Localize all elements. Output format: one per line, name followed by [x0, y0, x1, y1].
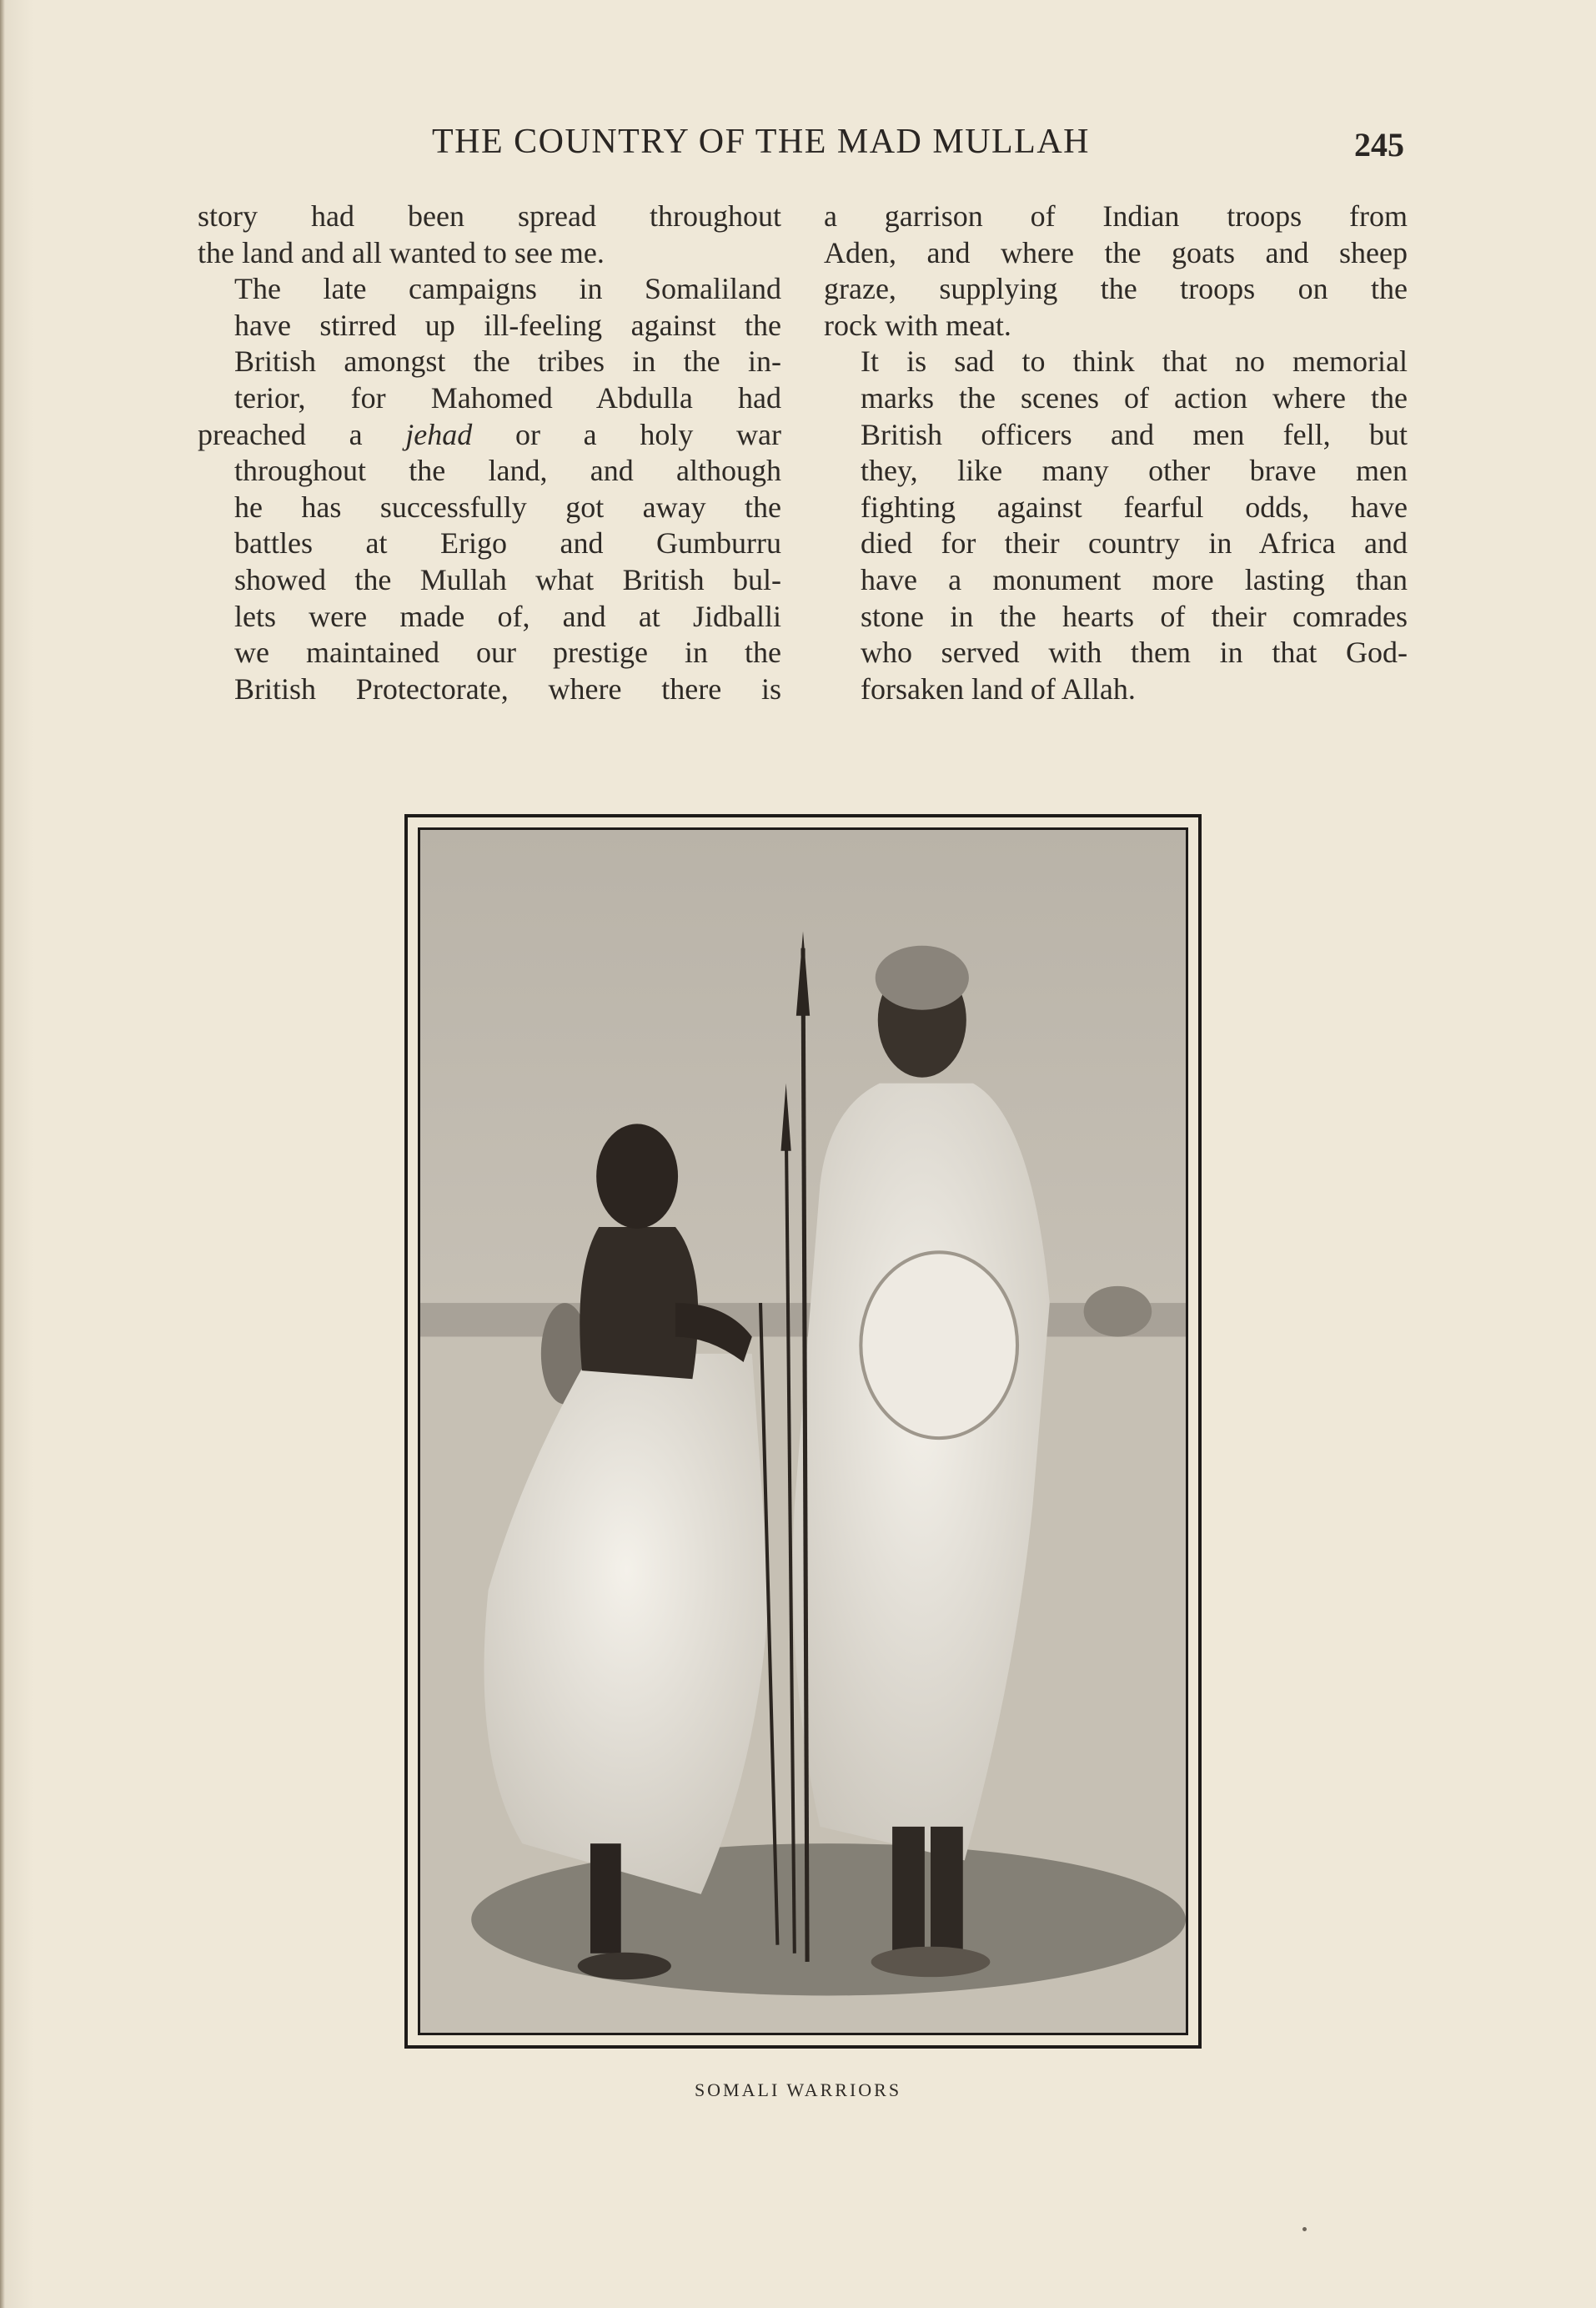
somali-warriors-photo [420, 830, 1186, 2033]
text-line: The late campaigns in Somaliland [234, 272, 781, 306]
paragraph [198, 199, 781, 271]
page-number: 245 [1354, 126, 1404, 163]
text-line: lets were made of, and at Jidballi [234, 599, 781, 633]
text-segment: or a holy war [472, 417, 781, 451]
paper-speck [1302, 2227, 1307, 2231]
text-line: British Protectorate, where there is [234, 671, 781, 706]
photo-plate [418, 827, 1188, 2035]
paragraph [198, 271, 781, 707]
text-line: battles at Erigo and Gumburru [234, 526, 781, 561]
text-line: a garrison of Indian troops from [824, 199, 1408, 233]
text-line: have stirred up ill-feeling against the [234, 308, 781, 342]
text-line: rock with meat. [824, 308, 1011, 342]
text-segment: preached a [198, 417, 406, 451]
text-line: Aden, and where the goats and sheep [824, 235, 1408, 269]
text-column-right [824, 199, 1408, 707]
text-line: we maintained our prestige in the [234, 636, 781, 670]
text-line: showed the Mullah what British bul- [234, 562, 781, 596]
text-line: story had been spread throughout [198, 199, 781, 233]
text-line: died for their country in Africa and [861, 526, 1408, 561]
text-line: British amongst the tribes in the in- [234, 344, 781, 379]
italic-term: jehad [405, 417, 473, 451]
text-line: who served with them in that God- [861, 636, 1408, 670]
text-line [198, 417, 781, 454]
running-head: THE COUNTRY OF THE MAD MULLAH [432, 123, 1090, 161]
text-line: he has successfully got away the [234, 490, 781, 524]
text-line: It is sad to think that no memorial [861, 344, 1408, 379]
photo-plate-frame [404, 814, 1202, 2049]
paragraph [824, 199, 1408, 344]
plate-caption: SOMALI WARRIORS [694, 2079, 902, 2100]
text-line: marks the scenes of action where the [861, 380, 1408, 415]
text-line: throughout the land, and although [234, 454, 781, 488]
text-column-left [198, 199, 781, 707]
text-line: British officers and men fell, but [861, 417, 1408, 451]
page-gutter-shadow [0, 0, 5, 2308]
text-line: graze, supplying the troops on the [824, 272, 1408, 306]
paragraph [824, 344, 1408, 707]
text-line: the land and all wanted to see me. [198, 235, 605, 269]
text-line: they, like many other brave men [861, 454, 1408, 488]
text-line: fighting against fearful odds, have [861, 490, 1408, 524]
text-line: stone in the hearts of their comrades [861, 599, 1408, 633]
text-line: have a monument more lasting than [861, 562, 1408, 596]
text-line: terior, for Mahomed Abdulla had [234, 380, 781, 415]
text-line: forsaken land of Allah. [861, 671, 1136, 706]
